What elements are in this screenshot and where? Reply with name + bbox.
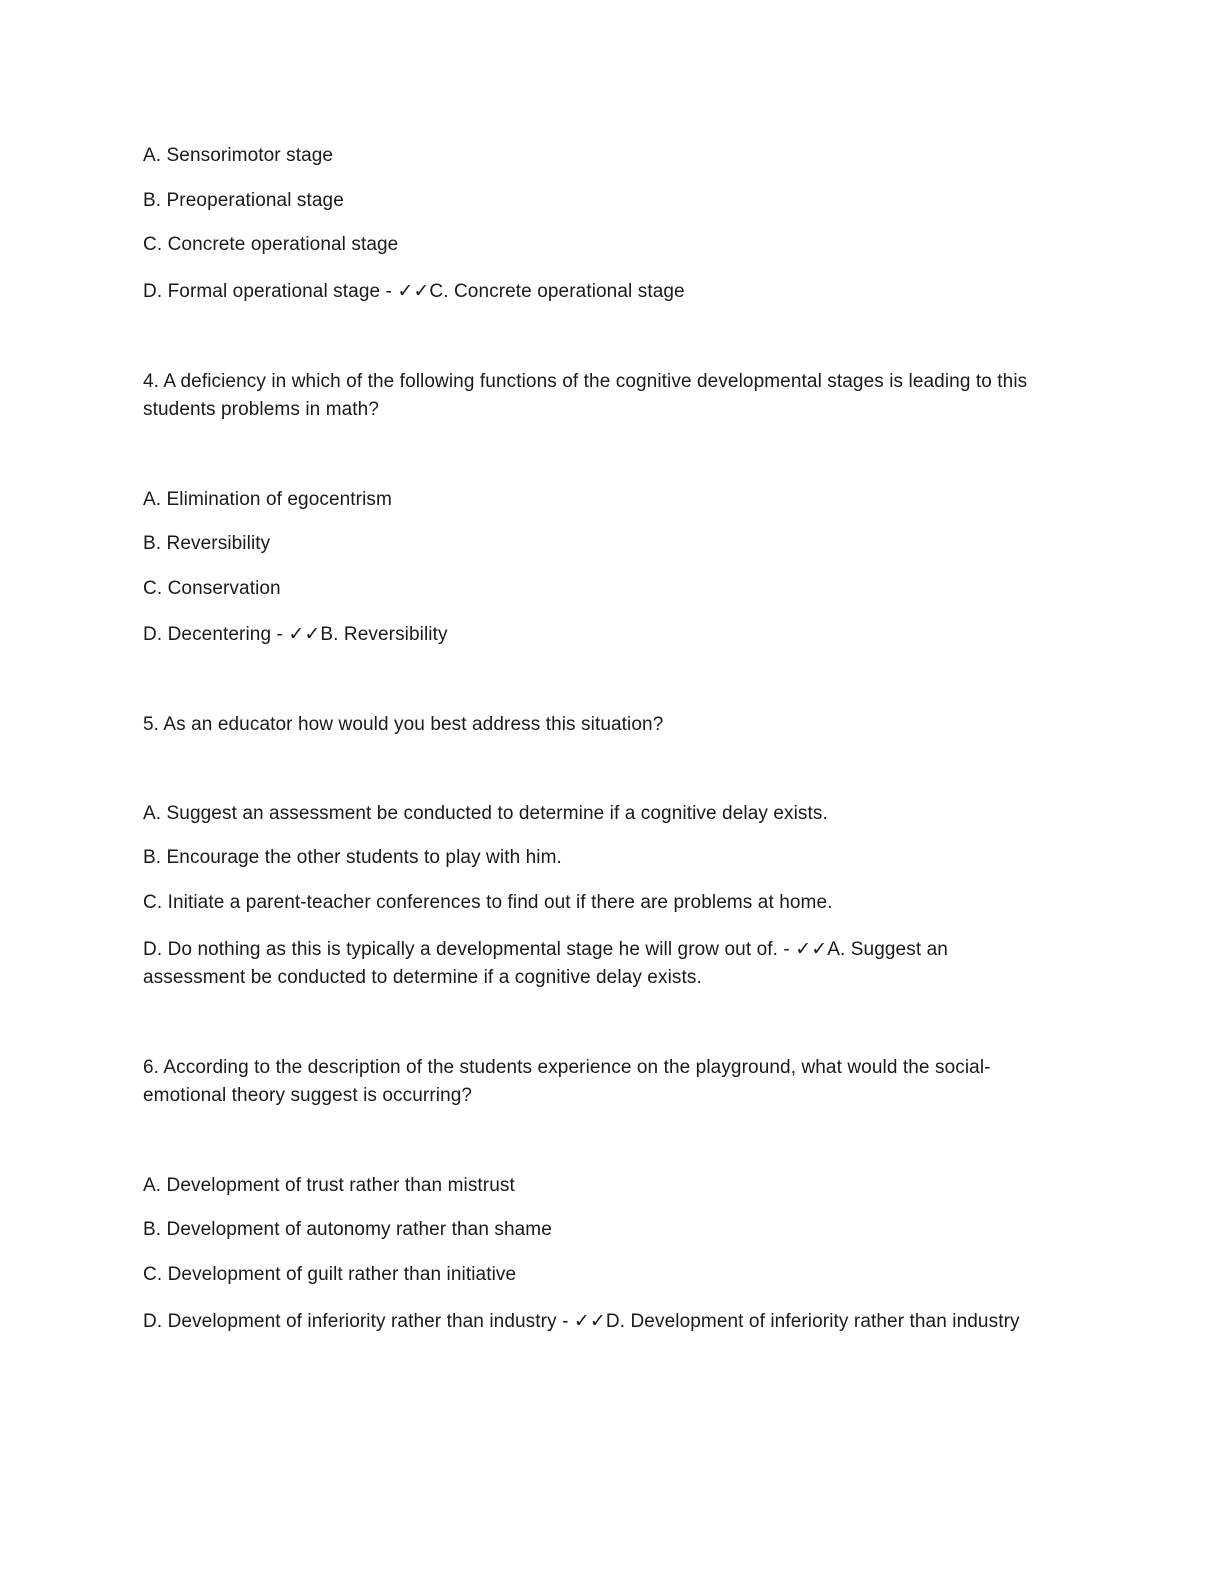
q6-option-d-answer: D. Development of inferiority rather than industry - ✓✓D. Development of inferiority rather than industry — [143, 1311, 1020, 1332]
q6-question: 6. According to the description of the students experience on the playground, what would the social-emotional theory suggest is occurring? — [143, 1057, 991, 1106]
q5-option-c: C. Initiate a parent-teacher conferences to find out if there are problems at home. — [143, 892, 833, 913]
q4-option-a: A. Elimination of egocentrism — [143, 489, 392, 510]
q3-option-d-answer: D. Formal operational stage - ✓✓C. Concrete operational stage — [143, 281, 685, 302]
q4-option-d-answer: D. Decentering - ✓✓B. Reversibility — [143, 624, 448, 645]
q6-option-a: A. Development of trust rather than mistrust — [143, 1175, 515, 1196]
q4-question: 4. A deficiency in which of the following functions of the cognitive developmental stages is leading to this students problems in math? — [143, 371, 1028, 420]
q3-option-c: C. Concrete operational stage — [143, 234, 399, 255]
q4-option-c: C. Conservation — [143, 578, 281, 599]
q4-option-b: B. Reversibility — [143, 533, 271, 554]
q3-option-b: B. Preoperational stage — [143, 190, 344, 211]
q5-option-b: B. Encourage the other students to play with him. — [143, 847, 562, 868]
q5-option-d-answer: D. Do nothing as this is typically a developmental stage he will grow out of. - ✓✓A. Suggest an assessment be conducted to determine if a cognitive delay exists. — [143, 939, 948, 988]
q6-option-c: C. Development of guilt rather than initiative — [143, 1264, 517, 1285]
q3-option-a: A. Sensorimotor stage — [143, 145, 334, 166]
q5-option-a: A. Suggest an assessment be conducted to determine if a cognitive delay exists. — [143, 803, 828, 824]
q6-option-b: B. Development of autonomy rather than shame — [143, 1219, 552, 1240]
q5-question: 5. As an educator how would you best address this situation? — [143, 714, 664, 735]
